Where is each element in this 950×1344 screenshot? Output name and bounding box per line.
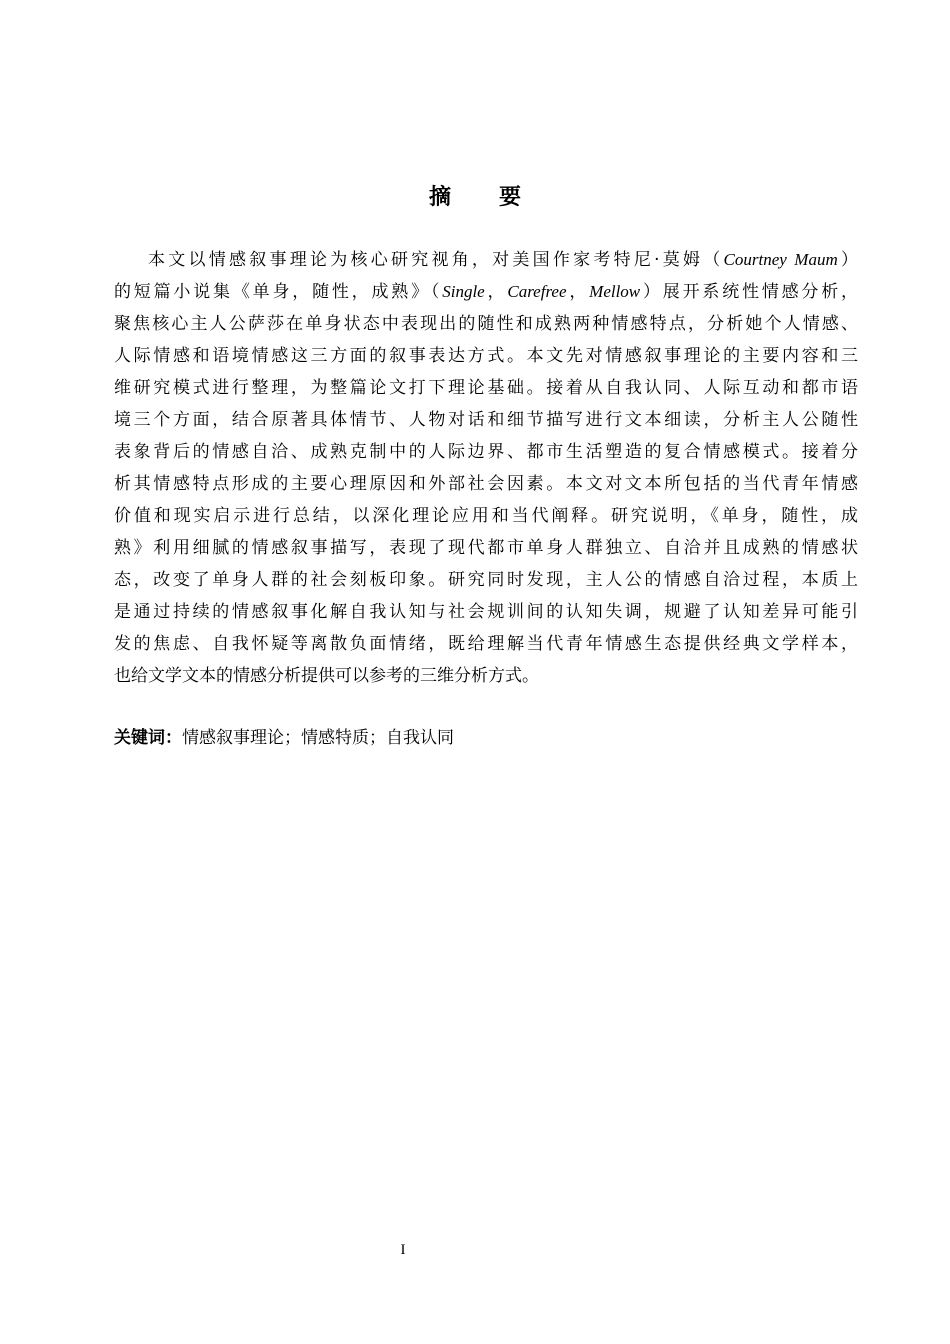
abstract-line: 态，改变了单身人群的社会刻板印象。研究同时发现，主人公的情感自洽过程，本质上 bbox=[114, 570, 858, 590]
page-number: I bbox=[400, 1242, 406, 1258]
abstract-line: 熟》利用细腻的情感叙事描写，表现了现代都市单身人群独立、自洽并且成熟的情感状 bbox=[114, 538, 858, 558]
title-char-2: 要 bbox=[499, 185, 522, 210]
title-char-1: 摘 bbox=[428, 185, 451, 210]
keywords-text: 情感叙事理论；情感特质；自我认同 bbox=[182, 728, 454, 748]
abstract-line: 的短篇小说集《单身，随性，成熟》（Single，Carefree，Mellow）展开系统性情感分析， bbox=[114, 282, 859, 302]
abstract-line: 维研究模式进行整理，为整篇论文打下理论基础。接着从自我认同、人际互动和都市语 bbox=[114, 378, 858, 398]
keywords-label: 关键词： bbox=[114, 728, 182, 748]
abstract-line: 是通过持续的情感叙事化解自我认知与社会规训间的认知失调，规避了认知差异可能引 bbox=[114, 602, 858, 622]
abstract-line: 人际情感和语境情感这三方面的叙事表达方式。本文先对情感叙事理论的主要内容和三 bbox=[114, 346, 858, 366]
abstract-line: 聚焦核心主人公萨莎在单身状态中表现出的随性和成熟两种情感特点，分析她个人情感、 bbox=[114, 314, 858, 334]
abstract-line: 境三个方面，结合原著具体情节、人物对话和细节描写进行文本细读，分析主人公随性 bbox=[114, 410, 858, 430]
abstract-body bbox=[114, 244, 858, 692]
abstract-line: 表象背后的情感自洽、成熟克制中的人际边界、都市生活塑造的复合情感模式。接着分 bbox=[114, 442, 858, 462]
page-title bbox=[0, 180, 950, 211]
keywords-line bbox=[114, 724, 454, 752]
abstract-line: 本文以情感叙事理论为核心研究视角，对美国作家考特尼·莫姆（Courtney Maum） bbox=[148, 250, 858, 270]
abstract-line: 价值和现实启示进行总结，以深化理论应用和当代阐释。研究说明，《单身，随性，成 bbox=[114, 506, 858, 526]
abstract-line: 也给文学文本的情感分析提供可以参考的三维分析方式。 bbox=[114, 666, 539, 686]
abstract-line: 析其情感特点形成的主要心理原因和外部社会因素。本文对文本所包括的当代青年情感 bbox=[114, 474, 858, 494]
abstract-line: 发的焦虑、自我怀疑等离散负面情绪，既给理解当代青年情感生态提供经典文学样本， bbox=[114, 634, 858, 654]
